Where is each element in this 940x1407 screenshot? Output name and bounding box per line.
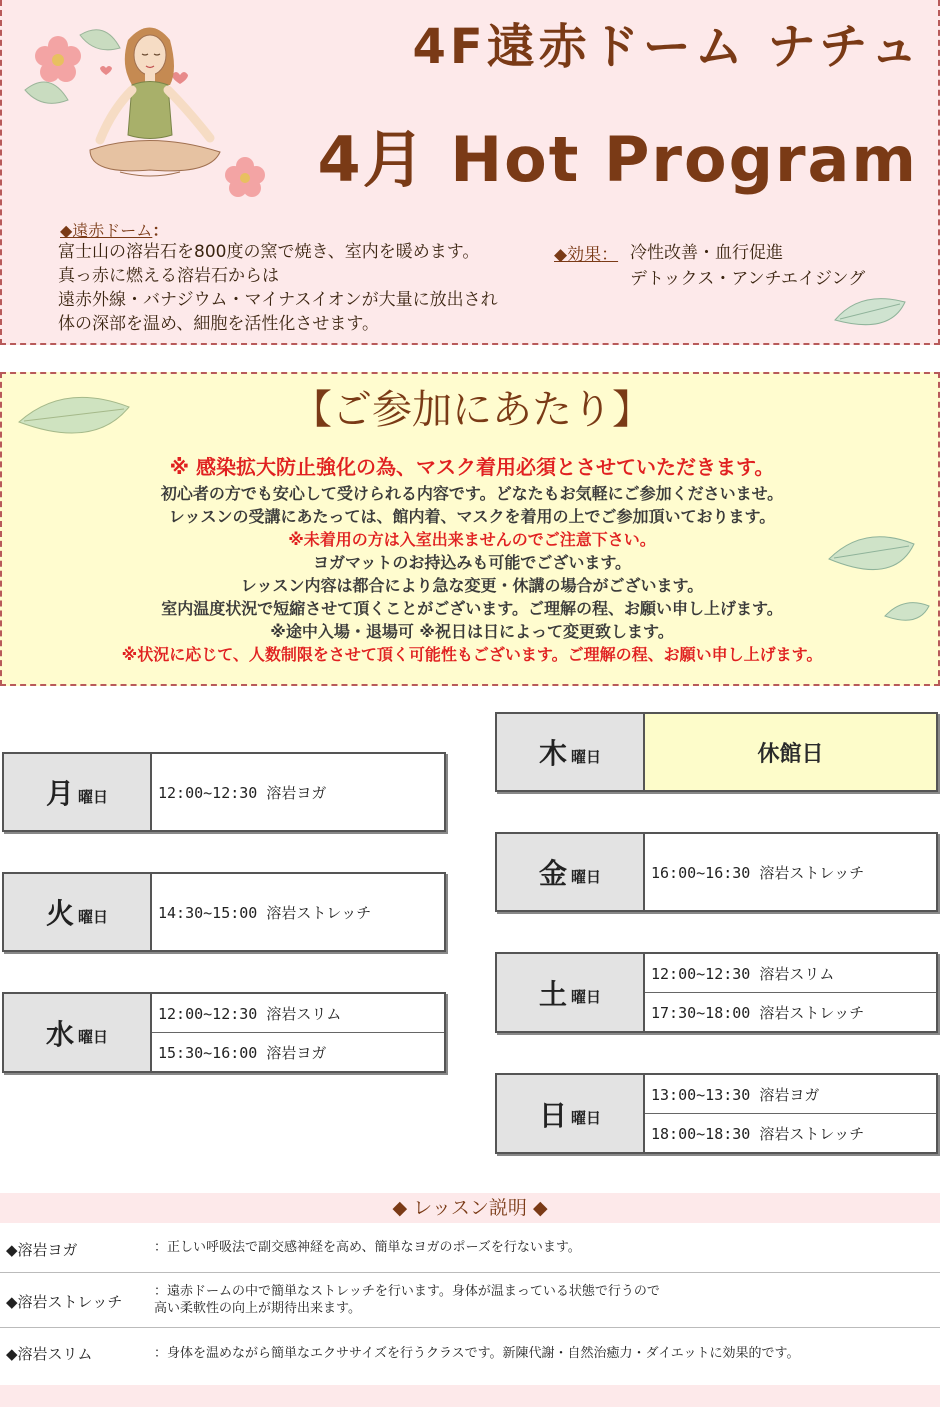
day-kanji: 土 [538,977,567,1011]
schedule-slot: 12:00~12:30 溶岩ヨガ [158,783,327,802]
day-kanji: 日 [538,1098,567,1132]
footer-bar [0,1385,940,1407]
lesson-desc-line: ：正しい呼吸法で副交感神経を高め、簡単なヨガのポーズを行ないます。 [154,1240,581,1255]
schedule-day-thu [495,712,938,792]
day-slots [152,754,444,830]
notice-title: 【ご参加にあたり】 [292,387,652,433]
lesson-desc-line: ：身体を温めながら簡単なエクササイズを行うクラスです。新陳代謝・自然治癒力・ダイエットに効果的です。 [154,1346,800,1361]
lesson-name: ◆溶岩ストレッチ [6,1293,123,1311]
leaf-icon [830,290,910,340]
dome-heading-colon: ： [152,221,169,240]
lesson-row [0,1273,940,1328]
day-slots [645,954,936,1031]
notice-line: 初心者の方でも安心して受けられる内容です。どなたもお気軽にご参加くださいませ。 [160,484,784,503]
schedule-day-wed [2,992,446,1073]
lesson-name: ◆溶岩スリム [6,1345,93,1363]
day-label [497,714,645,790]
day-slots [152,994,444,1071]
schedule-slot: 18:00~18:30 溶岩ストレッチ [651,1124,865,1143]
dome-line: 富士山の溶岩石を800度の窯で焼き、室内を暖めます。 [58,242,480,262]
day-slots [645,1075,936,1152]
day-kanji: 水 [45,1017,74,1051]
notice-lines [2,452,940,666]
schedule-day-sat [495,952,938,1033]
woman-yoga-illustration [20,10,310,205]
day-kanji: 月 [45,777,74,810]
day-label [497,954,645,1031]
lesson-row [0,1328,940,1376]
effect-line: デトックス・アンチエイジング [630,269,866,289]
schedule-day-sun [495,1073,938,1154]
effect-line: 冷性改善・血行促進 [630,243,783,263]
effect-heading-text: ◆効果 [554,245,602,265]
page-title-line1: 4F遠赤ドーム ナチュ [412,19,922,75]
dome-description [58,240,498,336]
day-suffix: 曜日 [571,1109,602,1127]
day-label [4,994,152,1071]
schedule-day-tue [2,872,446,952]
notice-line: レッスン内容は都合により急な変更・休講の場合がございます。 [240,576,704,595]
lesson-name: ◆溶岩ヨガ [6,1241,78,1259]
day-kanji: 火 [45,897,74,930]
dome-line: 体の深部を温め、細胞を活性化させます。 [58,314,379,334]
notice-line: 室内温度状況で短縮させて頂くことがございます。ご理解の程、お願い申し上げます。 [161,599,783,618]
schedule-day-mon [2,752,446,832]
schedule-slot: 15:30~16:00 溶岩ヨガ [158,1043,327,1062]
schedule-slot: 12:00~12:30 溶岩スリム [645,954,936,993]
notice-line: ※未着用の方は入室出来ませんのでご注意下さい。 [288,530,656,549]
lesson-row [0,1225,940,1273]
schedule-slot: 17:30~18:00 溶岩ストレッチ [651,1003,865,1022]
notice-line: ※ 感染拡大防止強化の為、マスク着用必須とさせていただきます。 [169,455,775,479]
lesson-desc-line: ：遠赤ドームの中で簡単なストレッチを行います。身体が温まっている状態で行うので [154,1284,660,1299]
day-label [4,874,152,950]
page-title-line2: 4月 Hot Program [317,123,918,196]
lesson-desc [154,1239,581,1256]
day-kanji: 木 [538,737,567,770]
closed-day-label: 休館日 [645,714,936,790]
lesson-desc [154,1345,799,1362]
dome-heading-text: ◆遠赤ドーム [60,221,153,240]
header-section [0,0,940,345]
notice-line: レッスンの受講にあたっては、館内着、マスクを着用の上でご参加頂いております。 [168,507,776,526]
day-suffix: 曜日 [78,1028,109,1046]
lesson-desc [154,1283,660,1317]
day-slots [645,834,936,910]
day-suffix: 曜日 [571,747,602,766]
schedule-day-fri [495,832,938,912]
day-slots [152,874,444,950]
dome-heading [60,218,168,241]
day-label [497,1075,645,1152]
day-label [4,754,152,830]
dome-line: 遠赤外線・バナジウム・マイナスイオンが大量に放出され [58,290,498,310]
day-suffix: 曜日 [571,867,602,886]
effect-description [630,240,865,292]
lesson-desc-line: 高い柔軟性の向上が期待出来ます。 [154,1301,361,1316]
day-label [497,834,645,910]
effect-heading [554,240,618,265]
notice-line: ヨガマットのお持込みも可能でございます。 [312,553,632,572]
schedule-slot: 16:00~16:30 溶岩ストレッチ [651,863,865,882]
schedule-slot: 13:00~13:30 溶岩ヨガ [645,1075,936,1114]
participation-notice [0,372,940,686]
dome-line: 真っ赤に燃える溶岩石からは [58,266,279,286]
day-suffix: 曜日 [571,988,602,1006]
notice-line: ※状況に応じて、人数制限をさせて頂く可能性もございます。ご理解の程、お願い申し上げます。 [121,645,823,664]
notice-line: ※途中入場・退場可 ※祝日は日によって変更致します。 [270,622,674,641]
day-suffix: 曜日 [78,787,109,806]
schedule-slot: 12:00~12:30 溶岩スリム [152,994,444,1033]
lesson-description-heading: ◆ レッスン説明 ◆ [0,1193,940,1223]
effect-heading-colon: ： [601,245,619,265]
schedule-slot: 14:30~15:00 溶岩ストレッチ [158,903,372,922]
day-kanji: 金 [538,857,567,890]
day-suffix: 曜日 [78,907,109,926]
